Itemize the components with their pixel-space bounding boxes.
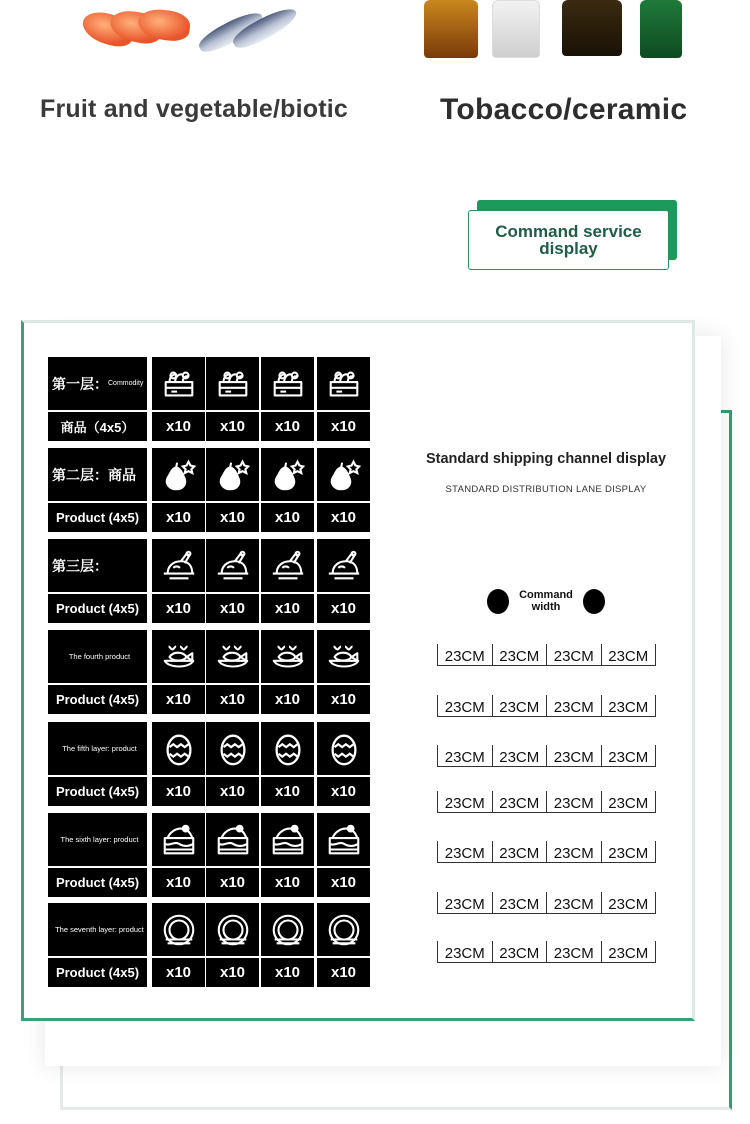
vegetable-basket-icon bbox=[317, 357, 370, 410]
command-service-badge bbox=[468, 210, 669, 270]
shelf-row-7 bbox=[48, 903, 372, 987]
shelf-quantity: x10 bbox=[261, 685, 314, 714]
product-photo-strip bbox=[0, 0, 750, 70]
command-width-left-marker bbox=[487, 589, 509, 614]
shelf-quantity: x10 bbox=[206, 412, 259, 441]
lane-width-cell: 23CM bbox=[493, 941, 548, 963]
wine-box-image bbox=[562, 0, 622, 56]
lane-width-cell: 23CM bbox=[602, 841, 657, 863]
lane-row-1 bbox=[437, 644, 656, 666]
shelf-quantity: x10 bbox=[261, 412, 314, 441]
lane-width-cell: 23CM bbox=[547, 644, 602, 666]
egg-icon bbox=[152, 722, 205, 775]
standard-title: Standard shipping channel display bbox=[425, 451, 667, 467]
egg-icon bbox=[317, 722, 370, 775]
category-tobacco-ceramic: Tobacco/ceramic bbox=[440, 93, 688, 126]
pear-icon bbox=[261, 448, 314, 501]
shelf-quantity: x10 bbox=[152, 594, 205, 623]
lane-width-cell: 23CM bbox=[493, 892, 548, 914]
lane-width-cell: 23CM bbox=[547, 695, 602, 717]
lane-width-cell: 23CM bbox=[602, 745, 657, 767]
lane-row-5 bbox=[437, 841, 656, 863]
command-width-line-1: Command bbox=[519, 589, 573, 601]
shelf-quantity: x10 bbox=[317, 777, 370, 806]
shelf-layer-label bbox=[48, 630, 147, 683]
roast-chicken-icon bbox=[152, 539, 205, 592]
shelf-quantity: x10 bbox=[261, 503, 314, 532]
shelf-quantity: x10 bbox=[317, 868, 370, 897]
shelf-quantity: x10 bbox=[206, 777, 259, 806]
shelf-quantity: x10 bbox=[317, 685, 370, 714]
lane-width-cell: 23CM bbox=[602, 695, 657, 717]
badge-line-2: display bbox=[539, 239, 598, 258]
shelf-row-1 bbox=[48, 357, 372, 441]
shelf-row-4 bbox=[48, 630, 372, 714]
shelf-quantity: x10 bbox=[261, 868, 314, 897]
shelf-quantity: x10 bbox=[261, 777, 314, 806]
lane-width-cell: 23CM bbox=[438, 841, 493, 863]
lane-row-2 bbox=[437, 695, 656, 717]
vegetable-basket-icon bbox=[206, 357, 259, 410]
shelf-row-2 bbox=[48, 448, 372, 532]
plate-icon bbox=[152, 903, 205, 956]
shelf-layer-title: 第二层：商品 bbox=[52, 466, 136, 483]
liquor-bottle-image bbox=[424, 0, 478, 58]
shelf-layer-label bbox=[48, 722, 147, 775]
beer-bottle-image bbox=[640, 0, 682, 58]
badge-line-1: Command service bbox=[495, 222, 642, 241]
cake-icon bbox=[152, 813, 205, 866]
lane-width-cell: 23CM bbox=[602, 791, 657, 813]
egg-icon bbox=[206, 722, 259, 775]
lane-width-cell: 23CM bbox=[493, 745, 548, 767]
shelf-layer-capacity: Product (4x5) bbox=[48, 503, 147, 532]
shelf-layer-label bbox=[48, 357, 147, 410]
lane-width-cell: 23CM bbox=[493, 841, 548, 863]
shelf-layer-capacity: Product (4x5) bbox=[48, 777, 147, 806]
fish-plate-icon bbox=[261, 630, 314, 683]
shelf-quantity: x10 bbox=[261, 958, 314, 987]
vegetable-basket-icon bbox=[152, 357, 205, 410]
lane-width-cell: 23CM bbox=[438, 791, 493, 813]
cake-icon bbox=[261, 813, 314, 866]
shelf-row-6 bbox=[48, 813, 372, 897]
baijiu-bottle-image bbox=[492, 0, 540, 58]
lane-width-cell: 23CM bbox=[547, 791, 602, 813]
fish-plate-icon bbox=[206, 630, 259, 683]
lane-width-cell: 23CM bbox=[438, 745, 493, 767]
shelf-quantity: x10 bbox=[206, 685, 259, 714]
fish-plate-icon bbox=[152, 630, 205, 683]
lane-row-4 bbox=[437, 791, 656, 813]
cake-icon bbox=[206, 813, 259, 866]
lane-width-cell: 23CM bbox=[602, 941, 657, 963]
command-width-label bbox=[512, 589, 580, 613]
shelf-layer-label bbox=[48, 903, 147, 956]
roast-chicken-icon bbox=[206, 539, 259, 592]
lane-width-cell: 23CM bbox=[493, 791, 548, 813]
lane-width-cell: 23CM bbox=[493, 644, 548, 666]
shelf-layer-title: 第一层： bbox=[52, 375, 108, 392]
shelf-quantity: x10 bbox=[206, 868, 259, 897]
command-width-right-marker bbox=[583, 589, 605, 614]
shelf-quantity: x10 bbox=[317, 503, 370, 532]
lane-width-cell: 23CM bbox=[438, 695, 493, 717]
shelf-layer-caption: Commodity bbox=[108, 380, 144, 387]
standard-subtitle: STANDARD DISTRIBUTION LANE DISPLAY bbox=[445, 484, 647, 495]
roast-chicken-icon bbox=[317, 539, 370, 592]
shelf-quantity: x10 bbox=[261, 594, 314, 623]
shelf-quantity: x10 bbox=[152, 685, 205, 714]
egg-icon bbox=[261, 722, 314, 775]
plate-icon bbox=[261, 903, 314, 956]
lane-width-cell: 23CM bbox=[602, 892, 657, 914]
shelf-quantity: x10 bbox=[206, 503, 259, 532]
category-fruit-vegetable: Fruit and vegetable/biotic bbox=[40, 95, 349, 123]
pear-icon bbox=[317, 448, 370, 501]
plate-icon bbox=[317, 903, 370, 956]
vegetable-basket-icon bbox=[261, 357, 314, 410]
shelf-quantity: x10 bbox=[152, 777, 205, 806]
lane-width-cell: 23CM bbox=[547, 745, 602, 767]
shelf-row-3 bbox=[48, 539, 372, 623]
shelf-layer-label bbox=[48, 539, 147, 592]
cake-icon bbox=[317, 813, 370, 866]
shelf-layer-capacity: Product (4x5) bbox=[48, 958, 147, 987]
shelf-quantity: x10 bbox=[317, 412, 370, 441]
shelf-quantity: x10 bbox=[317, 594, 370, 623]
plate-icon bbox=[206, 903, 259, 956]
shelf-layer-caption: The seventh layer: product bbox=[55, 925, 144, 934]
lane-width-cell: 23CM bbox=[493, 695, 548, 717]
roast-chicken-icon bbox=[261, 539, 314, 592]
shelf-layer-capacity: Product (4x5) bbox=[48, 685, 147, 714]
lane-width-cell: 23CM bbox=[438, 644, 493, 666]
shelf-quantity: x10 bbox=[152, 958, 205, 987]
shelf-quantity: x10 bbox=[152, 503, 205, 532]
shelf-layer-caption: The fourth product bbox=[68, 652, 131, 661]
shelf-quantity: x10 bbox=[317, 958, 370, 987]
shelf-layer-caption: The sixth layer: product bbox=[60, 835, 139, 844]
shelf-quantity: x10 bbox=[206, 594, 259, 623]
shelf-layer-label bbox=[48, 448, 147, 501]
lane-row-6 bbox=[437, 892, 656, 914]
shelf-quantity: x10 bbox=[152, 412, 205, 441]
lane-width-cell: 23CM bbox=[547, 841, 602, 863]
shelf-layer-capacity: Product (4x5) bbox=[48, 868, 147, 897]
lane-width-cell: 23CM bbox=[438, 892, 493, 914]
pear-icon bbox=[152, 448, 205, 501]
shelf-row-5 bbox=[48, 722, 372, 806]
pear-icon bbox=[206, 448, 259, 501]
command-width-line-2: width bbox=[531, 601, 561, 613]
shelf-layer-caption: The fifth layer: product bbox=[62, 744, 137, 753]
lane-width-cell: 23CM bbox=[438, 941, 493, 963]
shelf-layer-capacity: Product (4x5) bbox=[48, 594, 147, 623]
lane-row-3 bbox=[437, 745, 656, 767]
lane-width-cell: 23CM bbox=[547, 941, 602, 963]
lane-width-cell: 23CM bbox=[547, 892, 602, 914]
lane-row-7 bbox=[437, 941, 656, 963]
fish-plate-icon bbox=[317, 630, 370, 683]
shelf-quantity: x10 bbox=[152, 868, 205, 897]
shelf-layer-title: 第三层： bbox=[52, 557, 108, 574]
lane-width-cell: 23CM bbox=[602, 644, 657, 666]
shelf-layer-label bbox=[48, 813, 147, 866]
shelf-quantity: x10 bbox=[206, 958, 259, 987]
shelf-layer-capacity: 商品（4x5） bbox=[48, 412, 147, 441]
